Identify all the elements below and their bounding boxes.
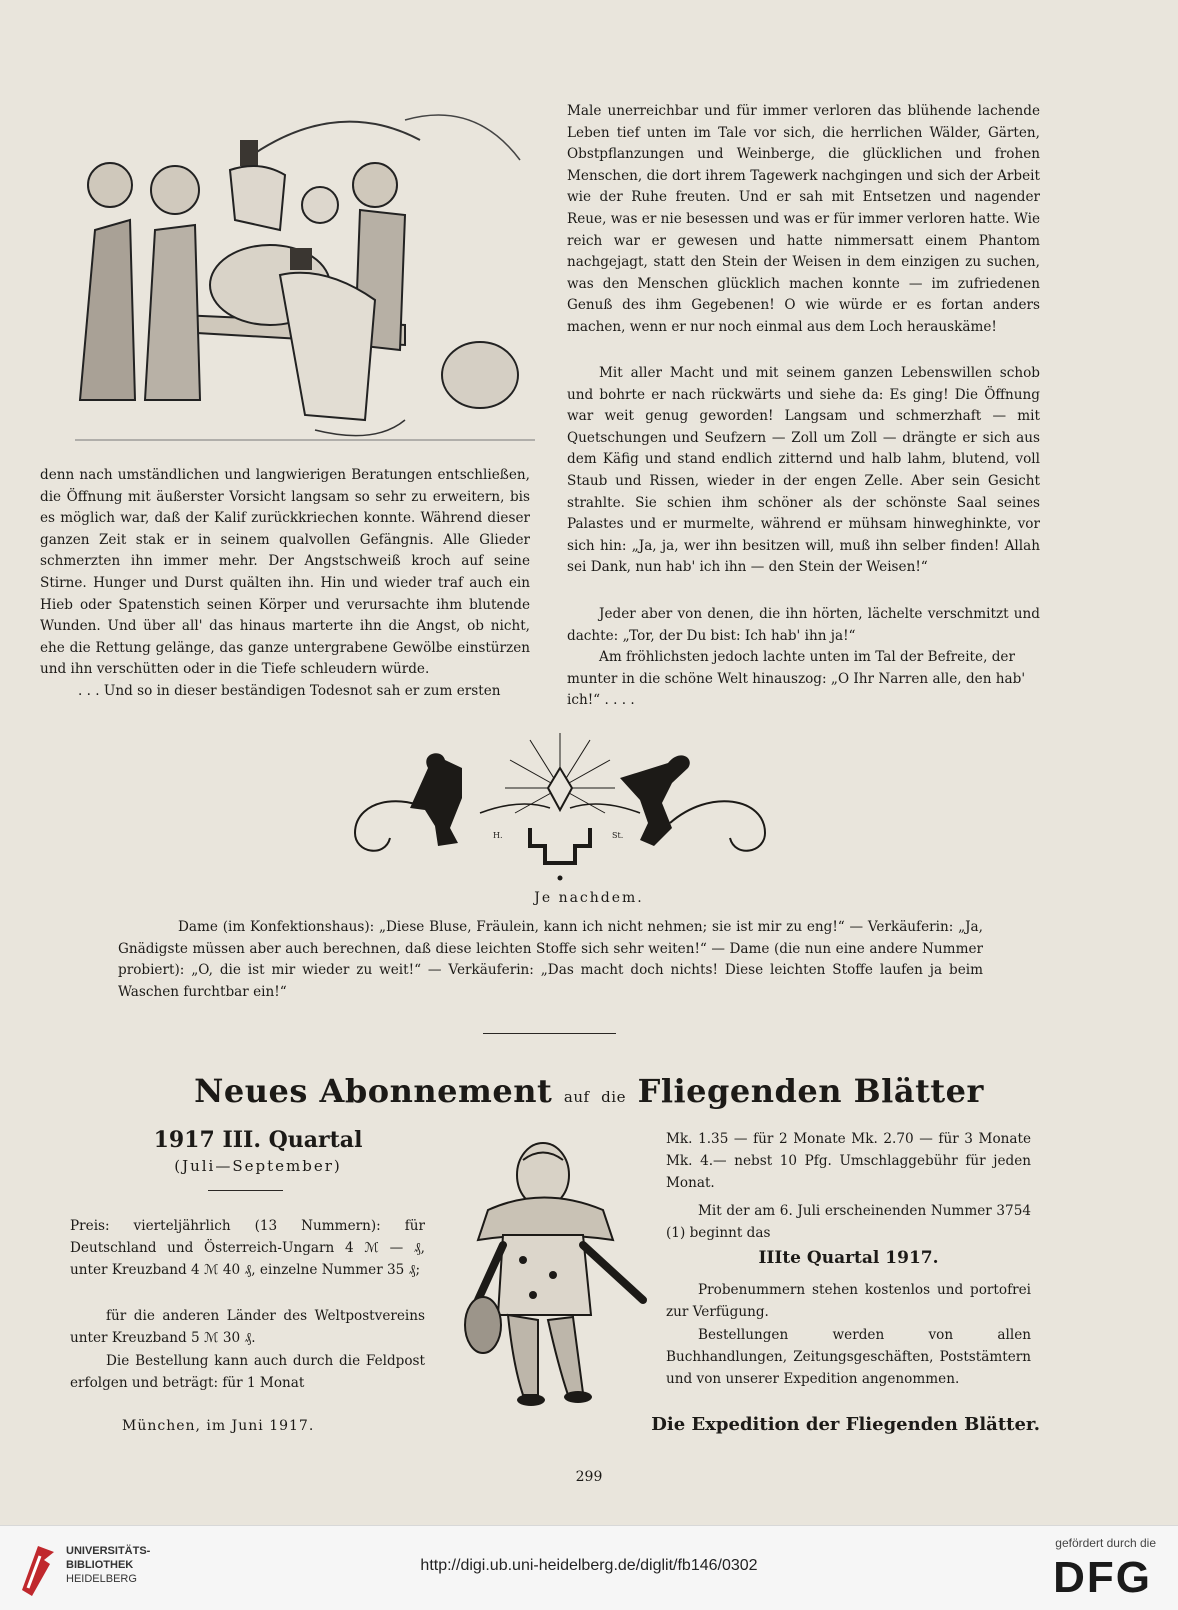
story-left-paragraph-1: denn nach umständlichen und langwierigen Beratungen entschließen, die Öffnung mit äußerster Vorsicht langsam so sehr zu erweitern, bis es möglich war, daß der Kalif zurückkriechen konnte. Während dieser ganzen Zeit stak er in seinem qualvollen Gefängnis. Alle Glieder schmerzten ihn immer mehr. Der Angstschweiß kroch auf seine Stirne. Hunger und Durst quälten ihn. Hin und wieder traf auch ein Hieb oder Spatenstich seinen Körper und verursachte ihm blutende Wunden. Und über all' das hinaus marterte ihn die Angst, ob nicht, ehe die Rettung gelänge, das ganze untergrabene Gewölbe einstürzen und ihn verschütten oder in die Tiefe schleudern würde. — [40, 467, 530, 678]
advert-price-text: Preis: vierteljährlich (13 Nummern): für Deutschland und Österreich-Ungarn 4 ℳ — ₰, unter Kreuzband 4 ℳ 40 ₰, einzelne Nummer 35 ₰; — [70, 1218, 425, 1278]
library-line-2: BIBLIOTHEK — [66, 1559, 134, 1571]
vignette-signature-right: St. — [612, 831, 624, 840]
advert-headline — [0, 1072, 1178, 1110]
joke-text: Dame (im Konfektionshaus): „Diese Bluse, Fräulein, kann ich nicht nehmen; sie ist mir zu eng!“ — Verkäuferin: „Ja, Gnädigste müssen aber auch berechnen, daß diese leichten Stoffe sich sehr weiten!“ — Dame (die nun eine andere Nummer probiert): „O, die ist mir wieder zu weit!“ — Verkäuferin: „Das macht doch nichts! Diese leichten Stoffe laufen ja beim Waschen furchtbar ein!“ — [118, 919, 983, 1000]
illustration-caliph-rescue — [75, 100, 535, 445]
vignette-signature-left: H. — [493, 831, 503, 840]
advert-place-date: München, im Juni 1917. — [122, 1418, 315, 1434]
advert-quarter-subtitle: (Juli—September) — [174, 1157, 342, 1175]
vignette-ornament — [350, 728, 770, 888]
page-number: 299 — [575, 1469, 603, 1485]
advert-headline-mid2: die — [601, 1088, 626, 1106]
funded-by-label: gefördert durch die — [1055, 1536, 1156, 1550]
vignette-figure-right — [620, 755, 690, 846]
footer-bar — [0, 1525, 1178, 1610]
story-left-paragraph-2: . . . Und so in dieser beständigen Todesnot sah er zum ersten — [78, 683, 501, 699]
dfg-logo: DFG — [1053, 1553, 1152, 1602]
advert-quarter-start: IIIte Quartal 1917. — [758, 1248, 939, 1268]
library-line-1: UNIVERSITÄTS- — [66, 1545, 151, 1557]
source-url-link[interactable]: http://digi.ub.uni-heidelberg.de/diglit/fb146/0302 — [420, 1557, 758, 1574]
advert-right-price: Mk. 1.35 — für 2 Monate Mk. 2.70 — für 3 Monate Mk. 4.— nebst 10 Pfg. Umschlaggebühr für jeden Monat. — [666, 1131, 1031, 1191]
advert-headline-mid1: auf — [563, 1088, 590, 1106]
story-right-paragraph-1: Male unerreichbar und für immer verloren das blühende lachende Leben tief unten im Tale vor sich, die herrlichen Wälder, Gärten, Obstpflanzungen und Weinberge, die glücklichen und frohen Menschen, die dort ihrem Tagewerk nachgingen und sich der Arbeit wie der Ruhe freuten. Und er sah mit Entsetzen und nagender Reue, was er nie besessen und was er für immer verloren hatte. Wie reich war er gewesen und hatte nimmersatt einem Phantom nachgejagt, statt den Stein der Weisen in dem einzigen zu suchen, was den Menschen glücklich machen konnte — im zufriedenen Genuß des ihm Gegebenen! O wie würde er es fortan anders machen, wenn er nur noch einmal aus dem Loch herauskäme! — [567, 103, 1040, 335]
joke-title: Je nachdem. — [534, 890, 644, 906]
joke-rule — [483, 1033, 616, 1034]
advert-samples: Probenummern stehen kostenlos und portofrei zur Verfügung. — [666, 1282, 1031, 1320]
story-right-paragraph-3: Jeder aber von denen, die ihn hörten, lächelte verschmitzt und dachte: „Tor, der Du bist: Ich hab' ihn ja!“ — [567, 606, 1040, 644]
advert-price-other: für die anderen Länder des Weltpostvereins unter Kreuzband 5 ℳ 30 ₰. — [70, 1308, 425, 1346]
advert-headline-b: Fliegenden Blätter — [637, 1072, 984, 1110]
story-right-paragraph-2: Mit aller Macht und mit seinem ganzen Lebenswillen schob und bohrte er nach rückwärts und siehe da: Es ging! Die Öffnung war weit genug geworden! Langsam und schmerzhaft — mit Quetschungen und Seufzern — Zoll um Zoll — drängte er sich aus dem Käfig und stand endlich zitternd und halb lahm, blutend, voll Staub und Rissen, wieder in der engen Zelle. Aber sein Gesicht strahlte. Sie schien ihm schöner als der schönste Saal seines Palastes und er murmelte, während er mühsam hinweghinkte, vor sich hin: „Ja, ja, wer ihn besitzen will, muß ihn selber finden! Allah sei Dank, nun hab' ich ihn — den Stein der Weisen!“ — [567, 365, 1040, 576]
advert-quarter-title: 1917 III. Quartal — [153, 1127, 363, 1153]
advert-left-rule — [208, 1190, 283, 1191]
advert-headline-a: Neues Abonnement — [194, 1072, 553, 1110]
library-line-3: HEIDELBERG — [66, 1573, 137, 1585]
advert-signature: Die Expedition der Fliegenden Blätter. — [651, 1414, 1040, 1435]
advert-orders: Bestellungen werden von allen Buchhandlungen, Zeitungsgeschäften, Poststämtern und von unserer Expedition angenommen. — [666, 1327, 1031, 1387]
story-right-paragraph-4: Am fröhlichsten jedoch lachte unten im Tal der Befreite, der munter in die schöne Welt hinauszog: „O Ihr Narren alle, den hab' ich!“ . . . . — [567, 649, 1026, 709]
advert-feldpost: Die Bestellung kann auch durch die Feldpost erfolgen und beträgt: für 1 Monat — [70, 1353, 425, 1391]
illustration-jester — [463, 1125, 653, 1415]
advert-start-note: Mit der am 6. Juli erscheinenden Nummer 3754 (1) beginnt das — [666, 1203, 1031, 1241]
vignette-figure-left — [410, 753, 462, 846]
